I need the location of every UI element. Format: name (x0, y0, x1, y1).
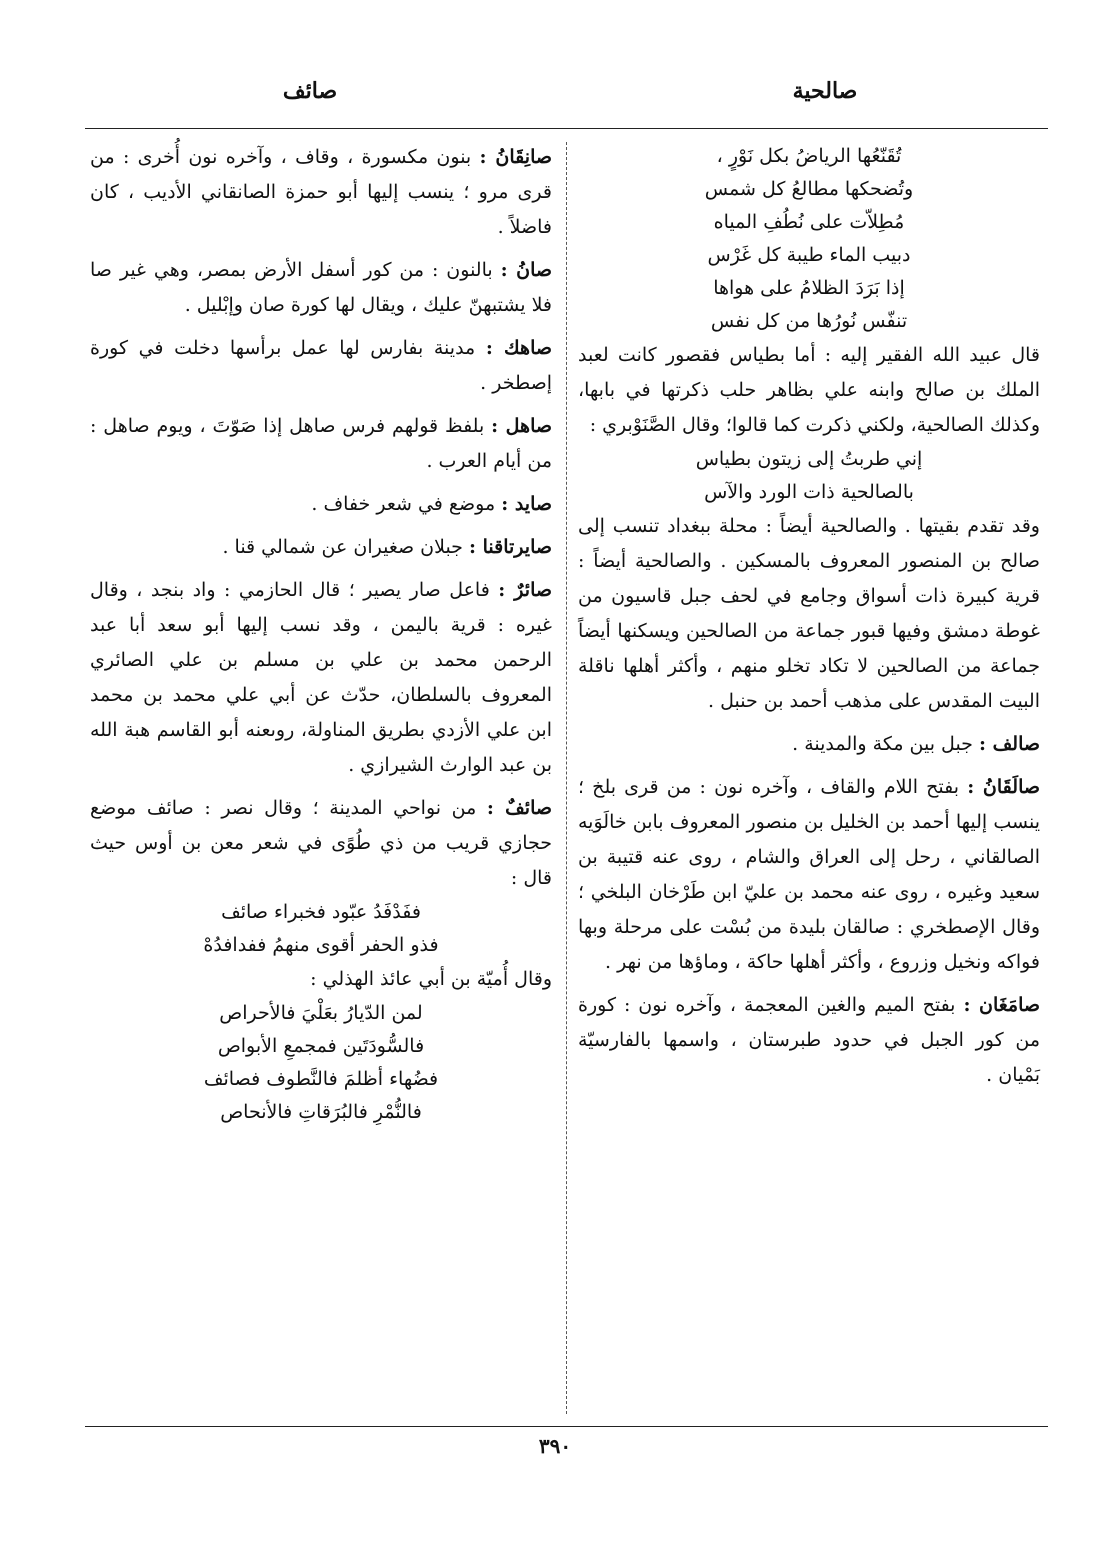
entry (90, 409, 552, 479)
verse-line: إني طربتُ إلى زيتون بطياس (695, 448, 923, 470)
entry-headword: صايد : (501, 493, 552, 515)
entry (90, 331, 552, 401)
entry-headword: صاهل : (491, 415, 552, 437)
entry-text: جبل بين مكة والمدينة . (792, 733, 973, 755)
paragraph: قال عبيد الله الفقير إليه : أما بطياس فقصور كانت لعبد الملك بن صالح وابنه علي بظاهر حلب ذكرتها في بابها، وكذلك الصالحية، ولكني ذكرت كما قالوا؛ وقال الصَّنَوْبري : (578, 344, 1040, 436)
running-head-right: صالحية (792, 78, 858, 104)
page-number: ٣٩٠ (538, 1434, 572, 1458)
entry-text: جبلان صغيران عن شمالي قنا . (222, 536, 463, 558)
entry (90, 253, 552, 323)
verse-line: إذا بَرَدَ الظلامُ على هواها (713, 277, 905, 299)
entry-text: مدينة بفارس لها عمل برأسها دخلت في كورة إصطخر . (90, 337, 552, 394)
right-column (578, 140, 1040, 1101)
entry-text: بنون مكسورة ، وقاف ، وآخره نون أُخرى : من قرى مرو ؛ ينسب إليها أبو حمزة الصانقاني الأديب ، كان فاضلاً . (90, 146, 552, 238)
entry-headword: صامَغَان : (963, 994, 1041, 1016)
verse-line: فذو الحفر أقوى منهمُ ففدافدُهْ (203, 934, 439, 956)
entry-text: من نواحي المدينة ؛ وقال نصر : صائف موضع حجازي قريب من ذي طُوًى في شعر معن بن أوس حيث قال : (90, 797, 552, 889)
entry-text: بفتح اللام والقاف ، وآخره نون : من قرى بلخ ؛ ينسب إليها أحمد بن الخليل بن منصور المعروف بابن خالَوَيه الصالقاني ، رحل إلى العراق والشام ، روى عنه قتيبة بن سعيد وغيره ، روى عنه محمد بن عليّ ابن طَرْخان البلخي ؛ وقال الإصطخري : صالقان بليدة من بُسْت على مرحلة وبها فواكه ونخيل وزروع ، وأكثر أهلها حاكة ، وماؤها من نهر . (578, 776, 1040, 973)
entry (90, 487, 552, 522)
verse-line: تُقَنّعُها الرياضُ بكل نَوْرٍ ، (716, 145, 902, 167)
entry (90, 530, 552, 565)
entry-headword: صانِقَانُ : (479, 146, 552, 168)
entry-headword: صاهك : (485, 337, 552, 359)
entry-text: بلفظ قولهم فرس صاهل إذا صَوّتَ ، ويوم صاهل : من أيام العرب . (90, 415, 552, 472)
verse-line: مُطِلاّت على نُطُفِ المياه (713, 211, 905, 233)
column-divider (566, 142, 567, 1414)
verse-line: فالسُّودَتَين فمجمعِ الأبواص (217, 1035, 425, 1057)
entry (90, 573, 552, 783)
entry (578, 988, 1040, 1093)
verse-line: بالصالحية ذات الورد والآس (704, 481, 914, 503)
entry-text: بالنون : من كور أسفل الأرض بمصر، وهي غير صا فلا يشتبهنّ عليك ، ويقال لها كورة صان وإبْليل . (90, 259, 552, 316)
entry (90, 791, 552, 896)
entry (578, 727, 1040, 762)
left-column (90, 140, 552, 1129)
verse-line: ففَدْفَدُ عبّود فخبراء صائف (221, 901, 421, 923)
entry-headword: صانُ : (500, 259, 552, 281)
entry-text: موضع في شعر خفاف . (311, 493, 496, 515)
entry-headword: صالَقَانُ : (967, 776, 1040, 798)
entry-headword: صائفٌ : (486, 797, 552, 819)
verse-line: تنفّس نُورُها من كل نفس (710, 310, 908, 332)
verse-line: وتُضحكها مطالعُ كل شمس (704, 178, 914, 200)
entry (578, 770, 1040, 980)
paragraph: وقد تقدم بقيتها . والصالحية أيضاً : محلة ببغداد تنسب إلى صالح بن المنصور المعروف بالمسكين . والصالحية أيضاً : قرية كبيرة ذات أسواق وجامع في لحف جبل قاسيون من غوطة دمشق وفيها قبور جماعة من الصالحين ويسكنها أيضاً جماعة من الصالحين لا تكاد تخلو منهم ، وأكثر أهلها ناقلة البيت المقدس على مذهب أحمد بن حنبل . (578, 515, 1040, 712)
poem-block-1 (578, 140, 1040, 338)
entry-headword: صائرٌ : (498, 579, 552, 601)
verse-line: لمن الدّيارُ بعَلْيَ فالأحراص (219, 1002, 423, 1024)
header-rule (85, 128, 1048, 129)
entry-text: فاعل صار يصير ؛ قال الحازمي : واد بنجد ، وقال غيره : قرية باليمن ، وقد نسب إليها أبو سعد أبا عبد الرحمن محمد بن علي بن مسلم بن علي الصائري المعروف بالسلطان، حدّث عن أبي علي محمد بن محمد ابن علي الأزدي بطريق المناولة، روىعنه أبو القاسم هبة الله بن عبد الوارث الشيرازي . (90, 579, 552, 776)
poem-block-4 (90, 997, 552, 1129)
entry-headword: صالف : (978, 733, 1040, 755)
verse-line: فضُهاء أظلمَ فالنَّطوف فصائف (203, 1068, 439, 1090)
verse-line: فالنُّمْرِ فالبُرَقاتِ فالأنحاص (220, 1101, 422, 1123)
entry-text: بفتح الميم والغين المعجمة ، وآخره نون : كورة من كور الجبل في حدود طبرستان ، واسمها بالفارسيّة بَمْيان . (578, 994, 1040, 1086)
paragraph: وقال أُميّة بن أبي عائذ الهذلي : (310, 968, 552, 990)
footer-rule (85, 1426, 1048, 1427)
entry-headword: صايرتاقنا : (468, 536, 552, 558)
verse-line: دبيب الماء طيبة كل غَرْس (707, 244, 911, 266)
running-head-left: صائف (282, 78, 338, 104)
entry (90, 140, 552, 245)
poem-block-2 (578, 443, 1040, 509)
poem-block-3 (90, 896, 552, 962)
